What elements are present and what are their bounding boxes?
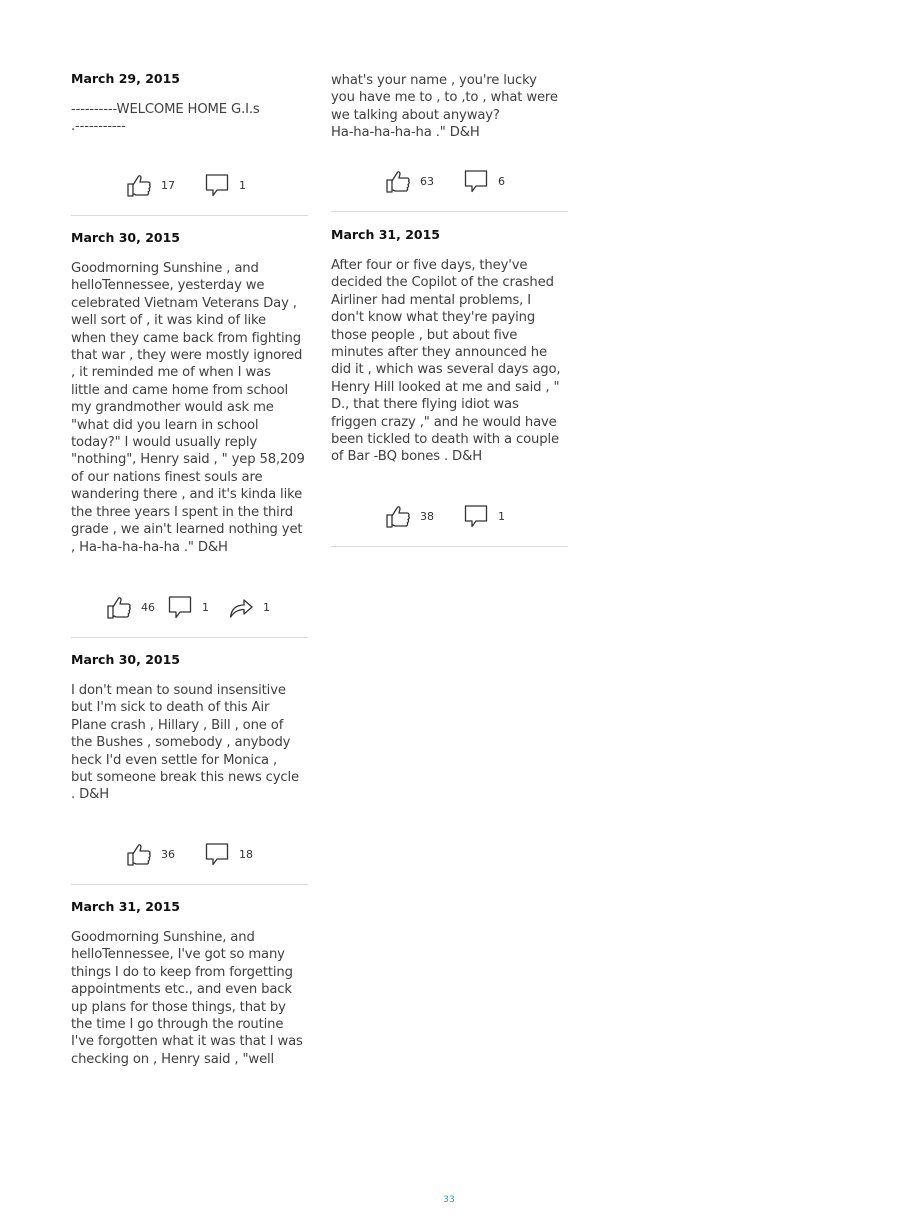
post-text: Goodmorning Sunshine , and helloTennessee, yesterday we celebrated Vietnam Veterans Day , well sort of , it was kind of like when they came back from fighting that war , they were mostly ignored , it reminded me of when I was little and came home from school my grandmother would ask me "what did you learn in school today?" I would usually reply "nothing", Henry said , " yep 58,209 of our nations finest souls are wandering there , and it's kinda like the three years I spent in the third grade , we ain't learned nothing yet , Ha-ha-ha-ha-ha ." D&H — [71, 261, 305, 555]
like-count: 17 — [161, 178, 175, 192]
comment-icon — [167, 594, 193, 620]
divider — [71, 637, 308, 638]
thumbs-up-icon — [106, 594, 132, 620]
comment-count: 1 — [239, 178, 246, 192]
post-text: After four or five days, they've decided the Copilot of the crashed Airliner had mental problems, I don't know what they're paying those people , but about five minutes after they announced he did it , which was several days ago, Henry Hill looked at me and said , " D., that there flying idiot was friggen crazy ," and he would have been tickled to death with a couple of Bar -BQ bones . D&H — [331, 258, 561, 465]
post-text: I don't mean to sound insensitive but I'm sick to death of this Air Plane crash , Hillary , Bill , one of the Bushes , somebody , anybody heck I'd even settle for Monica , but someone break this news cycle . D&H — [71, 683, 299, 803]
comment-button[interactable] — [204, 839, 253, 869]
comment-icon — [204, 172, 230, 198]
comment-button[interactable] — [204, 170, 246, 200]
like-count: 38 — [420, 509, 434, 523]
post-text-continued: what's your name , you're lucky you have me to , to ,to , what were we talking about anyway? Ha-ha-ha-ha-ha ." D&H — [331, 73, 558, 141]
comment-icon — [204, 841, 230, 867]
post-date: March 29, 2015 — [71, 71, 180, 86]
post-date: March 30, 2015 — [71, 652, 180, 667]
comment-count: 6 — [498, 174, 505, 188]
comment-count: 18 — [239, 847, 253, 861]
comment-button[interactable] — [463, 166, 505, 196]
like-button[interactable] — [126, 170, 175, 200]
post-actions — [71, 170, 308, 200]
post-date: March 31, 2015 — [331, 227, 440, 242]
thumbs-up-icon — [126, 172, 152, 198]
divider — [71, 215, 308, 216]
like-count: 63 — [420, 174, 434, 188]
post-text: Goodmorning Sunshine, and helloTennessee, I've got so many things I do to keep from forgetting appointments etc., and even back up plans for those things, that by the time I go through the routine I've forgotten what it was that I was checking on , Henry said , "well — [71, 930, 303, 1067]
like-count: 46 — [141, 600, 155, 614]
share-icon — [228, 594, 254, 620]
post-actions — [71, 839, 308, 869]
thumbs-up-icon — [385, 503, 411, 529]
like-button[interactable] — [126, 839, 175, 869]
post-actions — [331, 166, 568, 196]
like-button[interactable] — [106, 592, 155, 622]
comment-button[interactable] — [463, 501, 505, 531]
thumbs-up-icon — [385, 168, 411, 194]
like-button[interactable] — [385, 501, 434, 531]
share-count: 1 — [263, 600, 270, 614]
divider — [71, 884, 308, 885]
comment-icon — [463, 168, 489, 194]
page-number: 33 — [443, 1195, 455, 1205]
post-actions — [71, 592, 308, 622]
comment-count: 1 — [498, 509, 505, 523]
divider — [331, 211, 568, 212]
comment-count: 1 — [202, 600, 209, 614]
post-actions — [331, 501, 568, 531]
thumbs-up-icon — [126, 841, 152, 867]
divider — [331, 546, 568, 547]
post-text: ----------WELCOME HOME G.I.s .----------- — [71, 102, 260, 135]
comment-button[interactable] — [167, 592, 209, 622]
post-date: March 30, 2015 — [71, 230, 180, 245]
share-button[interactable] — [228, 592, 270, 622]
post-date: March 31, 2015 — [71, 899, 180, 914]
like-button[interactable] — [385, 166, 434, 196]
comment-icon — [463, 503, 489, 529]
like-count: 36 — [161, 847, 175, 861]
